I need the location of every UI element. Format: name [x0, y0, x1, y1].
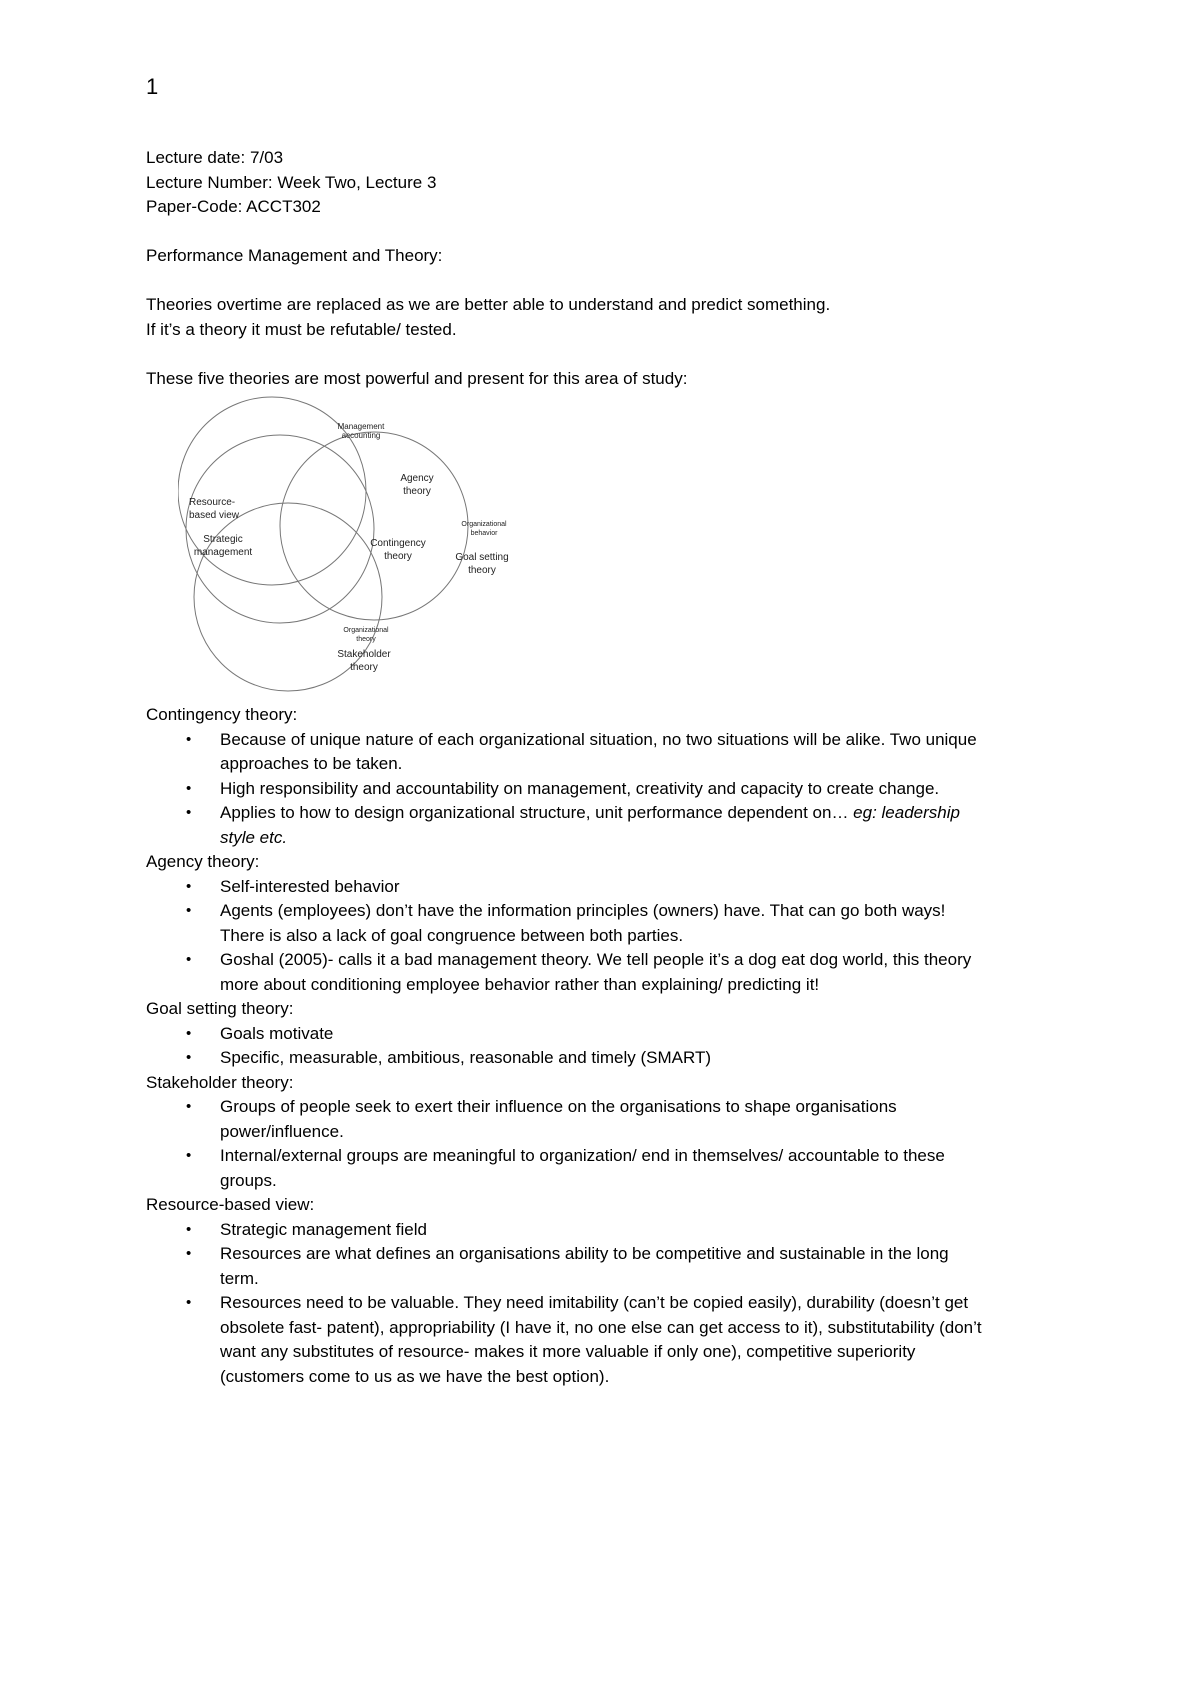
label-organizational-behavior-1: Organizational	[461, 521, 507, 528]
lecture-number: Lecture Number: Week Two, Lecture 3	[146, 172, 437, 192]
bullet-icon: •	[186, 730, 192, 748]
label-goal-setting-1: Goal setting	[455, 552, 509, 563]
bullets-stakeholder	[146, 1095, 1076, 1193]
list-item: • Self-interested behavior	[146, 875, 1076, 900]
section-title-agency: Agency theory:	[146, 852, 260, 871]
list-item: • Strategic management field	[146, 1218, 1076, 1243]
bullet-icon: •	[186, 1220, 192, 1238]
list-item: • Goals motivate	[146, 1022, 1076, 1047]
label-contingency-1: Contingency	[370, 538, 426, 549]
lecture-date: Lecture date: 7/03	[146, 148, 284, 167]
bullet-icon: •	[186, 1245, 192, 1262]
label-resource-based-2: based view	[189, 510, 240, 521]
label-stakeholder-2: theory	[350, 662, 378, 673]
section-title-contingency: Contingency theory:	[146, 705, 298, 724]
five-theories-intro: These five theories are most powerful and present for this area of study:	[146, 368, 688, 388]
list-item: • Goshal (2005)- calls it a bad management theory. We tell people it’s a dog eat dog world, this theory more about conditioning employee behavior rather than explaining/ predicting it!	[186, 950, 972, 994]
label-stakeholder-1: Stakeholder	[337, 649, 391, 660]
bullet-icon: •	[186, 1098, 192, 1115]
label-resource-based-1: Resource-	[189, 497, 236, 508]
bullets-resource-based	[146, 1218, 1076, 1390]
label-agency-2: theory	[403, 486, 431, 497]
list-item: • Groups of people seek to exert their influence on the organisations to shape organisations power/influence.	[186, 1097, 897, 1141]
bullet-icon: •	[186, 779, 192, 797]
document-body	[146, 146, 1076, 1389]
label-strategic-2: management	[193, 547, 253, 558]
list-item: • Resources are what defines an organisations ability to be competitive and sustainable in the long term.	[186, 1244, 949, 1288]
bullets-goal-setting	[146, 1022, 1076, 1071]
label-strategic-1: Strategic	[203, 534, 243, 545]
bullet-icon: •	[186, 1049, 192, 1066]
bullet-icon: •	[186, 951, 192, 968]
label-organizational-theory-2: theory	[356, 636, 376, 643]
section-title-resource-based: Resource-based view:	[146, 1195, 315, 1214]
label-management-accounting-2: accounting	[341, 431, 381, 440]
bullets-contingency	[146, 728, 1076, 851]
bullets-agency	[146, 875, 1076, 998]
label-contingency-2: theory	[384, 551, 412, 562]
theories-venn-diagram	[178, 393, 538, 703]
bullet-icon: •	[186, 902, 192, 919]
label-management-accounting-1: Management	[337, 422, 385, 431]
list-item: • Agents (employees) don’t have the information principles (owners) have. That can go both ways! There is also a lack of goal congruence between both parties.	[186, 901, 946, 945]
bullet-icon: •	[186, 804, 192, 821]
page-number: 1	[146, 74, 159, 99]
paper-code: Paper-Code: ACCT302	[146, 197, 321, 216]
bullet-icon: •	[186, 1294, 192, 1311]
label-organizational-theory-1: Organizational	[343, 627, 389, 634]
section-title-stakeholder: Stakeholder theory:	[146, 1072, 294, 1092]
list-item: • High responsibility and accountability on management, creativity and capacity to create change.	[146, 777, 1076, 802]
list-item: • Applies to how to design organizational structure, unit performance dependent on… eg: leadership style etc.	[186, 803, 960, 847]
intro-line-1: Theories overtime are replaced as we are better able to understand and predict something.	[146, 295, 831, 314]
intro-line-2: If it’s a theory it must be refutable/ tested.	[146, 319, 457, 339]
list-item: • Because of unique nature of each organizational situation, no two situations will be alike. Two unique approaches to be taken.	[186, 729, 977, 773]
list-item: • Internal/external groups are meaningful to organization/ end in themselves/ accountable to these groups.	[186, 1146, 945, 1190]
page-title: Performance Management and Theory:	[146, 246, 443, 265]
label-agency-1: Agency	[400, 473, 434, 484]
label-goal-setting-2: theory	[468, 565, 496, 576]
section-title-goal-setting: Goal setting theory:	[146, 999, 294, 1018]
label-organizational-behavior-2: behavior	[470, 530, 498, 537]
list-item: • Resources need to be valuable. They need imitability (can’t be copied easily), durability (doesn’t get obsolete fast- patent), appropriability (I have it, no one else can get access to it), substitutability (don’t want any substitutes of resource- makes it more valuable if only one), competitive superiority (customers come to us as we have the best option).	[186, 1293, 982, 1386]
bullet-icon: •	[186, 1147, 192, 1164]
bullet-icon: •	[186, 877, 192, 895]
bullet-icon: •	[186, 1024, 192, 1042]
list-item: • Specific, measurable, ambitious, reasonable and timely (SMART)	[146, 1046, 1076, 1071]
venn-svg	[178, 393, 538, 703]
